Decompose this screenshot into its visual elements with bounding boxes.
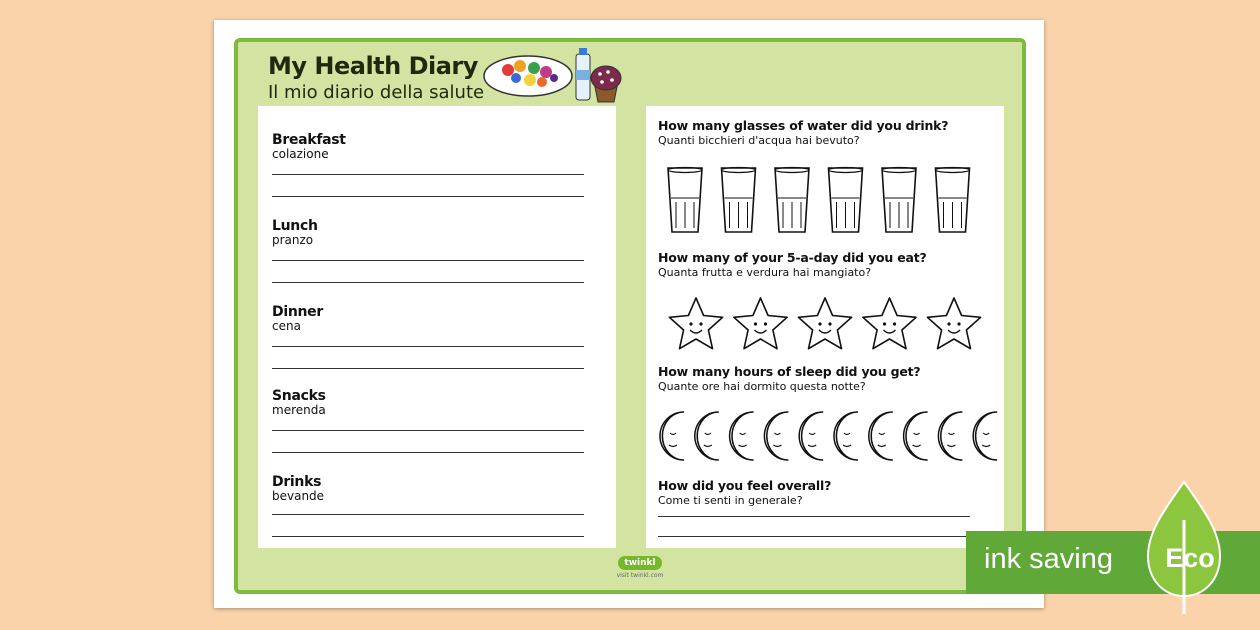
meal-label: Dinner bbox=[272, 304, 323, 320]
writing-line[interactable] bbox=[272, 260, 584, 261]
eco-label: Eco bbox=[1165, 543, 1215, 573]
sleeping-moon-icon[interactable] bbox=[799, 412, 823, 460]
meal-label: Snacks bbox=[272, 388, 326, 404]
writing-line[interactable] bbox=[658, 536, 970, 537]
healthy-food-illustration bbox=[478, 44, 628, 106]
writing-line[interactable] bbox=[658, 516, 970, 517]
glass-icon[interactable] bbox=[668, 168, 702, 233]
meal-label: Lunch bbox=[272, 218, 318, 234]
sleeping-moon-icon[interactable] bbox=[764, 412, 788, 460]
sleeping-moon-icon[interactable] bbox=[834, 412, 858, 460]
question-text-italian: Quanta frutta e verdura hai mangiato? bbox=[658, 266, 872, 279]
logo-url: visit twinkl.com bbox=[616, 572, 664, 579]
wellbeing-panel bbox=[646, 106, 1004, 548]
question-text-italian: Quanti bicchieri d'acqua hai bevuto? bbox=[658, 134, 860, 147]
meal-section-drinks bbox=[272, 474, 584, 503]
water-glasses-row bbox=[646, 164, 1004, 236]
smiley-star-icon[interactable] bbox=[863, 298, 916, 349]
question-feeling bbox=[658, 478, 998, 507]
smiley-star-icon[interactable] bbox=[669, 298, 722, 349]
question-text: How many hours of sleep did you get? bbox=[658, 364, 921, 379]
meal-section-snacks bbox=[272, 388, 584, 417]
meal-label-italian: bevande bbox=[272, 489, 325, 503]
diary-title: My Health Diary bbox=[268, 52, 478, 80]
meal-label-italian: colazione bbox=[272, 147, 329, 161]
sleeping-moon-icon[interactable] bbox=[730, 412, 754, 460]
sleeping-moon-icon[interactable] bbox=[869, 412, 893, 460]
sleep-moons-row bbox=[646, 408, 1004, 464]
question-text: How many of your 5-a-day did you eat? bbox=[658, 250, 927, 265]
glass-icon[interactable] bbox=[936, 168, 970, 233]
question-sleep bbox=[658, 364, 998, 393]
writing-line[interactable] bbox=[272, 196, 584, 197]
writing-line[interactable] bbox=[272, 430, 584, 431]
meal-label: Drinks bbox=[272, 474, 322, 490]
smiley-star-icon[interactable] bbox=[798, 298, 851, 349]
sleeping-moon-icon[interactable] bbox=[938, 412, 962, 460]
sleeping-moon-icon[interactable] bbox=[695, 412, 719, 460]
meal-label-italian: pranzo bbox=[272, 233, 314, 247]
meal-section-dinner bbox=[272, 304, 584, 333]
question-text-italian: Quante ore hai dormito questa notte? bbox=[658, 380, 866, 393]
meals-panel bbox=[258, 106, 616, 548]
question-text-italian: Come ti senti in generale? bbox=[658, 494, 803, 507]
meal-label: Breakfast bbox=[272, 132, 346, 148]
writing-line[interactable] bbox=[272, 282, 584, 283]
sleeping-moon-icon[interactable] bbox=[973, 412, 997, 460]
sleeping-moon-icon[interactable] bbox=[904, 412, 928, 460]
glass-icon[interactable] bbox=[882, 168, 916, 233]
diary-subtitle: Il mio diario della salute bbox=[268, 82, 485, 103]
question-five-a-day bbox=[658, 250, 998, 279]
question-text: How many glasses of water did you drink? bbox=[658, 118, 949, 133]
writing-line[interactable] bbox=[272, 536, 584, 537]
meal-section-lunch bbox=[272, 218, 584, 247]
writing-line[interactable] bbox=[272, 174, 584, 175]
writing-line[interactable] bbox=[272, 514, 584, 515]
sleeping-moon-icon[interactable] bbox=[660, 412, 684, 460]
meal-label-italian: merenda bbox=[272, 403, 326, 417]
ink-saving-text: ink saving bbox=[984, 543, 1113, 575]
twinkl-logo bbox=[610, 550, 670, 579]
meal-section-breakfast bbox=[272, 132, 584, 161]
question-text: How did you feel overall? bbox=[658, 478, 832, 493]
fruit-veg-stars-row bbox=[646, 292, 1004, 356]
smiley-star-icon[interactable] bbox=[734, 298, 787, 349]
diary-frame bbox=[234, 38, 1026, 594]
glass-icon[interactable] bbox=[829, 168, 863, 233]
question-water bbox=[658, 118, 998, 147]
writing-line[interactable] bbox=[272, 368, 584, 369]
smiley-star-icon[interactable] bbox=[927, 298, 980, 349]
writing-line[interactable] bbox=[272, 452, 584, 453]
glass-icon[interactable] bbox=[722, 168, 756, 233]
writing-line[interactable] bbox=[272, 346, 584, 347]
worksheet-page bbox=[214, 20, 1044, 608]
logo-mark: twinkl bbox=[618, 556, 661, 570]
glass-icon[interactable] bbox=[775, 168, 809, 233]
meal-label-italian: cena bbox=[272, 319, 301, 333]
